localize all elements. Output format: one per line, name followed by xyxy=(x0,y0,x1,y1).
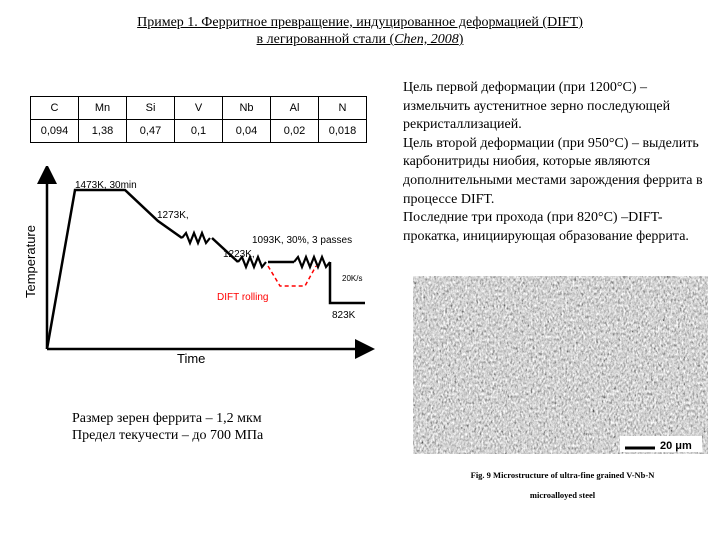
label-1223k: 1223K, xyxy=(223,249,255,260)
table-value-cell: 0,018 xyxy=(319,120,367,143)
table-value-cell: 0,02 xyxy=(271,120,319,143)
figure-caption xyxy=(415,465,710,505)
table-value-cell: 0,04 xyxy=(223,120,271,143)
results-summary xyxy=(72,410,263,444)
goals-description xyxy=(403,79,715,246)
label-1273k: 1273K, xyxy=(157,210,189,221)
table-value-cell: 0,094 xyxy=(31,120,79,143)
slide-title-line2 xyxy=(40,31,680,48)
axis-label-temperature: Temperature xyxy=(23,225,38,298)
slide-title-line1: Пример 1. Ферритное превращение, индуцированное деформацией (DIFT) xyxy=(137,15,583,30)
figure-caption-line2: microalloyed steel xyxy=(529,490,596,500)
table-header-cell: V xyxy=(175,97,223,120)
title-citation: Chen, 2008 xyxy=(394,32,459,47)
composition-table xyxy=(30,96,367,143)
scale-bar-label: 20 μm xyxy=(660,440,692,452)
axis-label-time: Time xyxy=(177,351,206,366)
rolling-zigzag-1 xyxy=(182,233,210,243)
composition-value-row xyxy=(31,120,367,143)
grain-size-result: Размер зерен феррита – 1,2 мкм xyxy=(72,411,262,426)
table-header-cell: Si xyxy=(127,97,175,120)
label-dift-rolling: DIFT rolling xyxy=(217,292,269,303)
table-value-cell: 0,1 xyxy=(175,120,223,143)
table-header-cell: C xyxy=(31,97,79,120)
goal-paragraph-3: Последние три прохода (при 820°С) –DIFT-прокатка, инициирующая образование феррита. xyxy=(403,210,689,244)
microstructure-micrograph xyxy=(413,276,708,454)
label-1473k: 1473K, 30min xyxy=(75,180,137,191)
table-header-cell: Nb xyxy=(223,97,271,120)
goal-paragraph-2: Цель второй деформации (при 950°С) – выделить карбонитриды ниобия, которые являются дополнительными местами зарождения феррита в процессе DIFT. xyxy=(403,135,703,207)
dift-annotation-bracket xyxy=(268,266,316,286)
table-value-cell: 1,38 xyxy=(79,120,127,143)
label-rate: 20K/s xyxy=(342,274,363,283)
dift-zigzag xyxy=(294,257,330,267)
title-prefix: в легированной стали ( xyxy=(256,32,395,47)
table-header-cell: N xyxy=(319,97,367,120)
process-schedule-diagram xyxy=(20,166,380,370)
table-header-cell: Mn xyxy=(79,97,127,120)
label-1093k: 1093K, 30%, 3 passes xyxy=(252,235,353,246)
table-value-cell: 0,47 xyxy=(127,120,175,143)
figure-caption-line1: Fig. 9 Microstructure of ultra-fine grained V-Nb-N xyxy=(470,470,655,480)
yield-strength-result: Предел текучести – до 700 МПа xyxy=(72,428,264,443)
title-suffix: ) xyxy=(458,32,464,47)
micrograph-texture xyxy=(413,276,708,454)
label-823k: 823K xyxy=(332,310,356,321)
table-header-cell: Al xyxy=(271,97,319,120)
goal-paragraph-1: Цель первой деформации (при 1200°С) – измельчить аустенитное зерно последующей рекристаллизацией. xyxy=(403,80,671,133)
composition-header-row xyxy=(31,97,367,120)
